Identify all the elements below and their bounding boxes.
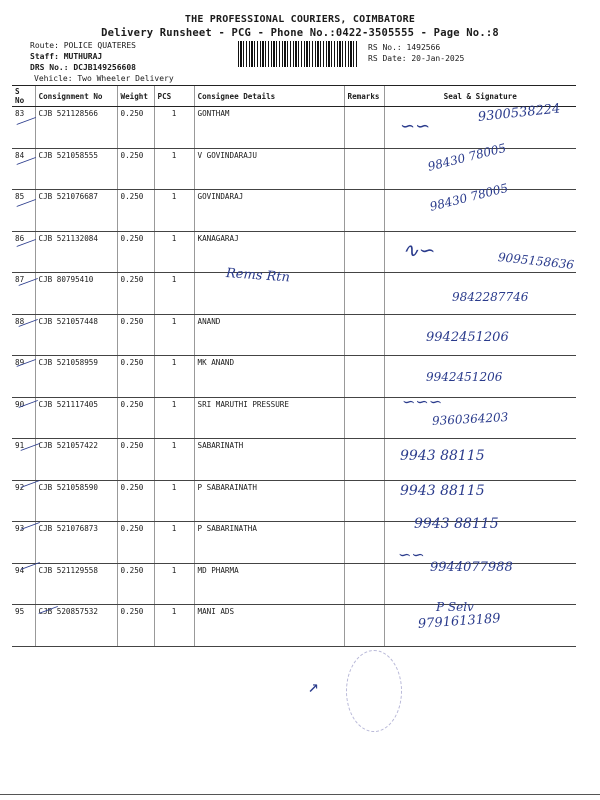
bottom-rule bbox=[0, 794, 600, 795]
sno-cell: 88 bbox=[12, 314, 35, 356]
consignee-cell: MANI ADS bbox=[194, 605, 344, 647]
weight-cell: 0.250 bbox=[117, 231, 154, 273]
sno-cell: 85 bbox=[12, 190, 35, 232]
consignee-cell: V GOVINDARAJU bbox=[194, 148, 344, 190]
consignment-cell: CJB 521076873 bbox=[35, 522, 117, 564]
remarks-cell bbox=[344, 605, 384, 647]
col-consignment: Consignment No bbox=[35, 86, 117, 107]
sno-cell: 92 bbox=[12, 480, 35, 522]
col-remarks: Remarks bbox=[344, 86, 384, 107]
remarks-cell bbox=[344, 107, 384, 149]
pcs-cell: 1 bbox=[154, 314, 194, 356]
handwritten-phone: 9791613189 bbox=[417, 611, 502, 632]
sno-cell: 94 bbox=[12, 563, 35, 605]
sno-cell: 83 bbox=[12, 107, 35, 149]
consignment-cell: CJB 80795410 bbox=[35, 273, 117, 315]
pen-mark-icon: ↗ bbox=[308, 676, 319, 697]
col-pcs: PCS bbox=[154, 86, 194, 107]
handwritten-phone: 98430 78005 bbox=[428, 180, 510, 214]
sno-cell: 89 bbox=[12, 356, 35, 398]
pcs-cell: 1 bbox=[154, 107, 194, 149]
route-label: Route: POLICE QUATERES bbox=[30, 41, 136, 50]
sno-cell: 93 bbox=[12, 522, 35, 564]
weight-cell: 0.250 bbox=[117, 314, 154, 356]
weight-cell: 0.250 bbox=[117, 190, 154, 232]
remarks-cell bbox=[344, 231, 384, 273]
signature-scribble: ∽∽ bbox=[398, 545, 425, 564]
pcs-cell: 1 bbox=[154, 231, 194, 273]
table-row bbox=[12, 231, 576, 273]
remarks-cell bbox=[344, 273, 384, 315]
consignee-cell: MK ANAND bbox=[194, 356, 344, 398]
remarks-cell bbox=[344, 314, 384, 356]
pcs-cell: 1 bbox=[154, 605, 194, 647]
remarks-cell bbox=[344, 563, 384, 605]
consignment-cell: CJB 520857532 bbox=[35, 605, 117, 647]
consignee-cell: KANAGARAJ bbox=[194, 231, 344, 273]
pcs-cell: 1 bbox=[154, 356, 194, 398]
col-sno: S No bbox=[12, 86, 35, 107]
consignment-cell: CJB 521128566 bbox=[35, 107, 117, 149]
barcode bbox=[238, 41, 358, 67]
faded-stamp bbox=[346, 650, 402, 732]
drs-number: DRS No.: DCJB149256608 bbox=[30, 63, 136, 72]
signature-scribble: ∽∽ bbox=[400, 116, 431, 137]
consignee-cell: SABARINATH bbox=[194, 439, 344, 481]
pcs-cell: 1 bbox=[154, 190, 194, 232]
consignee-cell: SRI MARUTHI PRESSURE bbox=[194, 397, 344, 439]
handwritten-phone: 9943 88115 bbox=[400, 448, 485, 464]
handwritten-phone: 9944077988 bbox=[430, 560, 513, 575]
rs-date: RS Date: 20-Jan-2025 bbox=[368, 54, 465, 63]
consignment-cell: CJB 521076687 bbox=[35, 190, 117, 232]
weight-cell: 0.250 bbox=[117, 397, 154, 439]
consignee-cell: P SABARINATHA bbox=[194, 522, 344, 564]
weight-cell: 0.250 bbox=[117, 605, 154, 647]
rs-number: RS No.: 1492566 bbox=[368, 43, 441, 52]
sno-cell: 95 bbox=[12, 605, 35, 647]
remarks-cell bbox=[344, 148, 384, 190]
remarks-cell bbox=[344, 439, 384, 481]
col-weight: Weight bbox=[117, 86, 154, 107]
consignment-cell: CJB 521117405 bbox=[35, 397, 117, 439]
col-signature: Seal & Signature bbox=[384, 86, 576, 107]
handwritten-phone: 9095158636 bbox=[497, 250, 575, 272]
handwritten-phone: 9300538224 bbox=[477, 101, 562, 125]
remarks-cell bbox=[344, 522, 384, 564]
remarks-cell bbox=[344, 480, 384, 522]
table-row bbox=[12, 439, 576, 481]
remarks-cell bbox=[344, 190, 384, 232]
remarks-cell bbox=[344, 356, 384, 398]
handwritten-phone: 9943 88115 bbox=[414, 516, 499, 532]
consignee-cell: P SABARAINATH bbox=[194, 480, 344, 522]
weight-cell: 0.250 bbox=[117, 439, 154, 481]
pcs-cell: 1 bbox=[154, 397, 194, 439]
handwritten-phone: 9942451206 bbox=[426, 370, 503, 384]
col-consignee: Consignee Details bbox=[194, 86, 344, 107]
weight-cell: 0.250 bbox=[117, 480, 154, 522]
remarks-cell bbox=[344, 397, 384, 439]
vehicle-label: Vehicle: Two Wheeler Delivery bbox=[34, 74, 174, 83]
signature-scribble: ∽∽∽ bbox=[402, 392, 443, 411]
sno-cell: 86 bbox=[12, 231, 35, 273]
staff-label: Staff: MUTHURAJ bbox=[30, 52, 103, 61]
consignment-cell: CJB 521058959 bbox=[35, 356, 117, 398]
sno-cell: 90 bbox=[12, 397, 35, 439]
consignment-cell: CJB 521132084 bbox=[35, 231, 117, 273]
weight-cell: 0.250 bbox=[117, 563, 154, 605]
pcs-cell: 1 bbox=[154, 273, 194, 315]
handwritten-phone: 9942451206 bbox=[426, 330, 509, 345]
weight-cell: 0.250 bbox=[117, 356, 154, 398]
consignment-cell: CJB 521058590 bbox=[35, 480, 117, 522]
pcs-cell: 1 bbox=[154, 148, 194, 190]
consignment-cell: CJB 521129558 bbox=[35, 563, 117, 605]
consignee-cell: ANAND bbox=[194, 314, 344, 356]
consignment-cell: CJB 521057448 bbox=[35, 314, 117, 356]
table-header-row bbox=[12, 86, 576, 107]
company-title: THE PROFESSIONAL COURIERS, COIMBATORE bbox=[184, 14, 416, 25]
consignee-cell: GOVINDARAJ bbox=[194, 190, 344, 232]
weight-cell: 0.250 bbox=[117, 107, 154, 149]
weight-cell: 0.250 bbox=[117, 273, 154, 315]
consignee-cell: MD PHARMA bbox=[194, 563, 344, 605]
handwritten-phone: 98430 78005 bbox=[426, 140, 508, 174]
consignment-cell: CJB 521058555 bbox=[35, 148, 117, 190]
pcs-cell: 1 bbox=[154, 439, 194, 481]
signature-scribble: ∿∽ bbox=[402, 238, 436, 262]
sno-cell: 87 bbox=[12, 273, 35, 315]
sno-cell: 91 bbox=[12, 439, 35, 481]
pcs-cell: 1 bbox=[154, 522, 194, 564]
weight-cell: 0.250 bbox=[117, 522, 154, 564]
handwritten-phone: 9360364203 bbox=[431, 410, 509, 428]
handwritten-remark: Rems Rtn bbox=[225, 266, 291, 286]
runsheet-title: Delivery Runsheet - PCG - Phone No.:0422-3505555 - Page No.:8 bbox=[101, 27, 499, 39]
handwritten-phone: 9842287746 bbox=[452, 290, 529, 304]
consignment-cell: CJB 521057422 bbox=[35, 439, 117, 481]
pcs-cell: 1 bbox=[154, 480, 194, 522]
handwritten-name: P Selv bbox=[436, 600, 474, 614]
consignee-cell: GONTHAM bbox=[194, 107, 344, 149]
pcs-cell: 1 bbox=[154, 563, 194, 605]
handwritten-phone: 9943 88115 bbox=[400, 483, 485, 499]
weight-cell: 0.250 bbox=[117, 148, 154, 190]
sno-cell: 84 bbox=[12, 148, 35, 190]
